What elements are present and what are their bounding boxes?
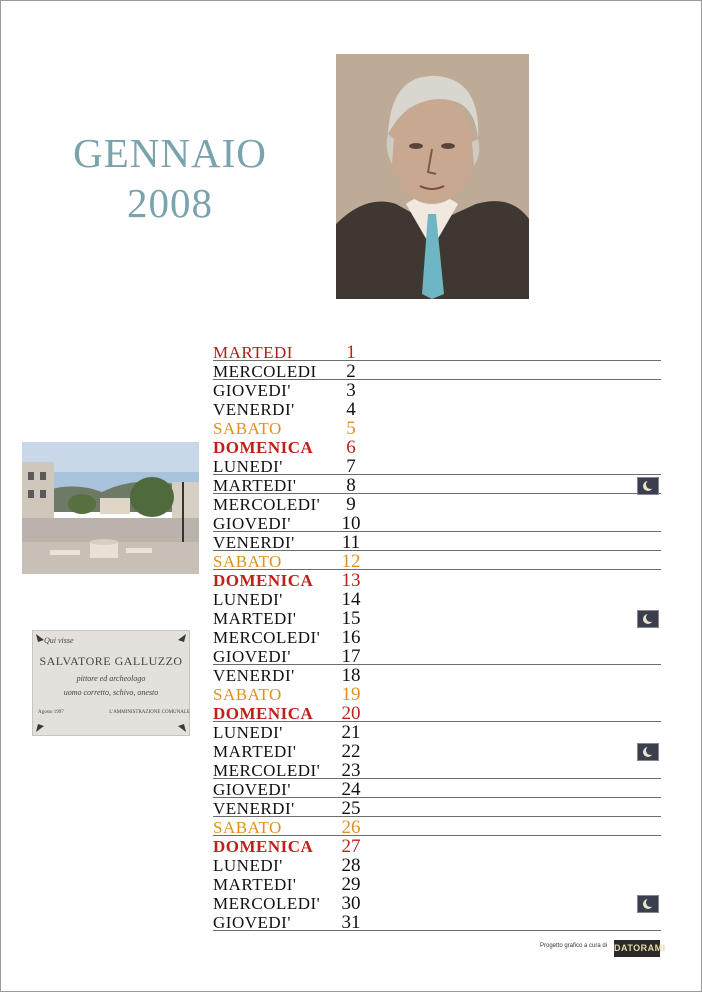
town-square-photo (22, 442, 199, 574)
day-name: LUNEDI' (213, 723, 283, 742)
day-number: 10 (341, 513, 361, 534)
day-name: VENERDI' (213, 400, 295, 419)
day-row (213, 532, 661, 551)
day-name: DOMENICA (213, 438, 314, 457)
day-number: 16 (341, 627, 361, 648)
day-name: SABATO (213, 685, 282, 704)
day-name: SABATO (213, 419, 282, 438)
day-row (213, 513, 661, 532)
day-row (213, 361, 661, 380)
day-number: 12 (341, 551, 361, 572)
plaque-line-3: pittore ed archeologo (76, 674, 146, 683)
plaque-signature: L'AMMINISTRAZIONE COMUNALE (109, 710, 190, 715)
day-number: 26 (341, 817, 361, 838)
design-credit: Progetto grafico a cura di (540, 943, 608, 949)
day-row (213, 722, 661, 741)
day-row (213, 418, 661, 437)
day-name: MERCOLEDI (213, 362, 317, 381)
day-row (213, 760, 661, 779)
day-number: 18 (341, 665, 361, 686)
memorial-plaque (32, 630, 190, 736)
day-name: VENERDI' (213, 799, 295, 818)
day-name: MERCOLEDI' (213, 761, 321, 780)
day-name: GIOVEDI' (213, 647, 291, 666)
day-row (213, 646, 661, 665)
day-number: 25 (341, 798, 361, 819)
portrait-painting (336, 54, 529, 299)
day-number: 22 (341, 741, 361, 762)
day-number: 11 (341, 532, 361, 553)
day-name: LUNEDI' (213, 856, 283, 875)
day-name: MARTEDI' (213, 476, 297, 495)
day-name: MERCOLEDI' (213, 894, 321, 913)
day-row (213, 589, 661, 608)
day-row (213, 703, 661, 722)
day-row (213, 684, 661, 703)
day-name: MERCOLEDI' (213, 628, 321, 647)
plaque-line-4: uomo corretto, schivo, onesto (63, 688, 159, 697)
day-number: 15 (341, 608, 361, 629)
portrait-illustration (336, 54, 529, 299)
day-number: 13 (341, 570, 361, 591)
day-name: MARTEDI' (213, 875, 297, 894)
day-row (213, 741, 661, 760)
day-number: 9 (346, 494, 356, 515)
designer-logo: DATORAMI (614, 940, 660, 957)
day-row (213, 836, 661, 855)
day-number: 20 (341, 703, 361, 724)
day-row (213, 817, 661, 836)
day-number: 24 (341, 779, 361, 800)
day-number: 6 (346, 437, 356, 458)
month-name: GENNAIO (73, 130, 267, 176)
day-name: DOMENICA (213, 837, 314, 856)
day-name: GIOVEDI' (213, 913, 291, 932)
day-row (213, 665, 661, 684)
day-number: 3 (346, 380, 356, 401)
day-row (213, 456, 661, 475)
day-number: 5 (346, 418, 356, 439)
day-row (213, 912, 661, 931)
day-name: DOMENICA (213, 704, 314, 723)
day-number: 19 (341, 684, 361, 705)
day-row (213, 608, 661, 627)
day-name: MARTEDI' (213, 742, 297, 761)
day-number: 21 (341, 722, 361, 743)
day-row (213, 798, 661, 817)
day-name: GIOVEDI' (213, 780, 291, 799)
day-name: DOMENICA (213, 571, 314, 590)
day-row (213, 475, 661, 494)
plaque-name: SALVATORE GALLUZZO (39, 654, 183, 668)
day-number: 27 (341, 836, 361, 857)
day-number: 31 (341, 912, 361, 933)
plaque-line-1: Qui visse (44, 636, 74, 645)
day-name: LUNEDI' (213, 590, 283, 609)
moon-phase-icon (637, 477, 659, 495)
moon-phase-icon (637, 610, 659, 628)
day-number: 2 (346, 361, 356, 382)
day-number: 30 (341, 893, 361, 914)
day-row (213, 627, 661, 646)
day-number: 7 (346, 456, 356, 477)
day-number: 28 (341, 855, 361, 876)
day-name: MARTEDI' (213, 609, 297, 628)
day-name: GIOVEDI' (213, 514, 291, 533)
moon-phase-icon (637, 743, 659, 761)
moon-phase-icon (637, 895, 659, 913)
day-row (213, 551, 661, 570)
plaque-background (32, 630, 190, 736)
day-row (213, 399, 661, 418)
day-row (213, 779, 661, 798)
day-row (213, 893, 661, 912)
day-name: MERCOLEDI' (213, 495, 321, 514)
day-name: SABATO (213, 818, 282, 837)
day-number: 23 (341, 760, 361, 781)
piazza-illustration (22, 442, 199, 574)
day-number: 17 (341, 646, 361, 667)
day-number: 14 (341, 589, 361, 610)
day-name: LUNEDI' (213, 457, 283, 476)
day-row (213, 494, 661, 513)
day-name: MARTEDI (213, 343, 293, 362)
month-title (40, 128, 300, 228)
day-row (213, 855, 661, 874)
day-row (213, 380, 661, 399)
day-number: 4 (346, 399, 356, 420)
day-name: VENERDI' (213, 533, 295, 552)
day-list (213, 342, 661, 931)
day-row (213, 342, 661, 361)
day-row (213, 437, 661, 456)
day-name: GIOVEDI' (213, 381, 291, 400)
day-row (213, 570, 661, 589)
day-number: 29 (341, 874, 361, 895)
day-number: 1 (346, 342, 356, 363)
year: 2008 (127, 180, 213, 226)
day-name: VENERDI' (213, 666, 295, 685)
day-name: SABATO (213, 552, 282, 571)
day-row (213, 874, 661, 893)
plaque-date: Agosto 1997 (38, 710, 64, 715)
day-number: 8 (346, 475, 356, 496)
